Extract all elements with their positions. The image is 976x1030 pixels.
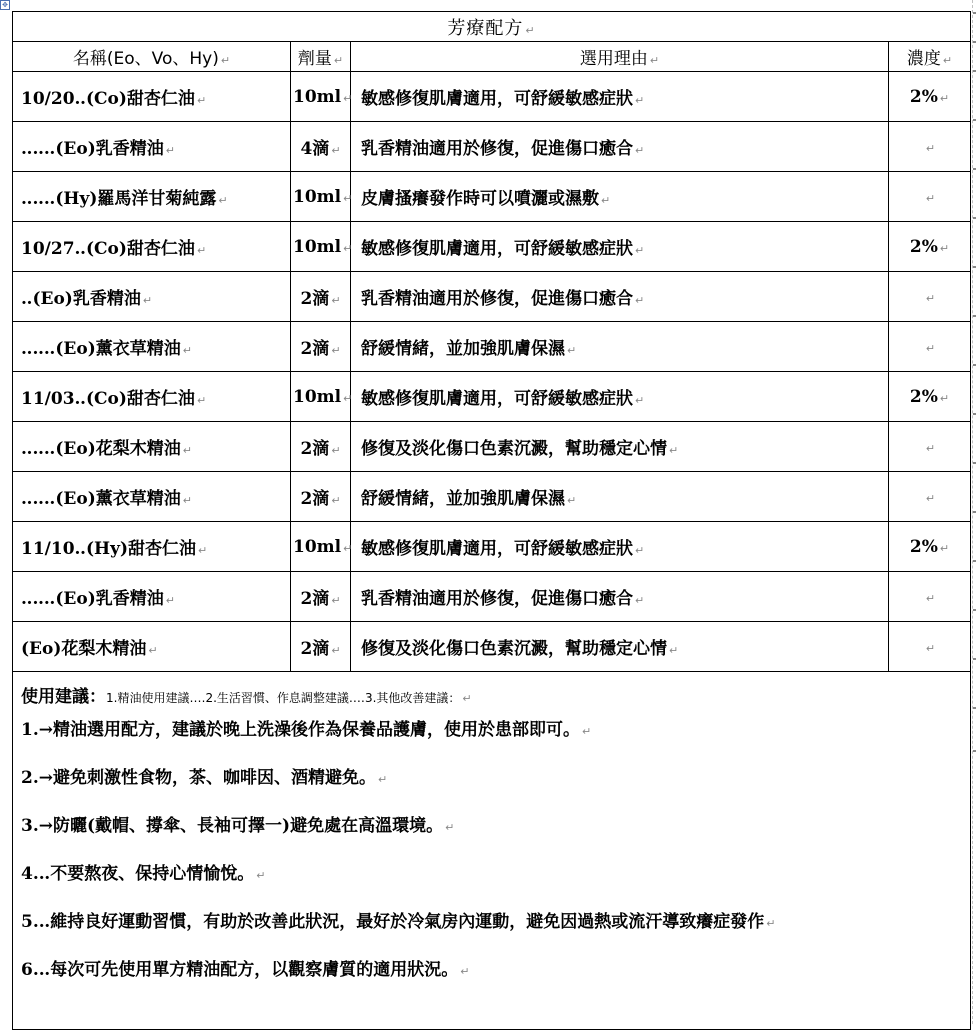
suggestion-item-text: 4.‥不要熬夜、保持心情愉悅。	[21, 864, 255, 884]
cell-end-mark: ↵	[331, 494, 341, 507]
cell-name-text: ‥‥‥(Eo)乳香精油	[21, 139, 164, 159]
cell-reason[interactable]	[351, 422, 889, 472]
usage-suggestions-cell	[13, 672, 971, 1030]
cell-name-text: ‥(Eo)乳香精油	[21, 289, 141, 309]
cell-reason[interactable]	[351, 172, 889, 222]
cell-name-text: ‥‥‥(Hy)羅馬洋甘菊純露	[21, 189, 217, 209]
cell-end-mark: ↵	[939, 241, 950, 255]
cell-concentration-text: 2%	[909, 536, 938, 557]
cell-name[interactable]	[13, 622, 291, 672]
cell-reason-text: 乳香精油適用於修復，促進傷口癒合	[361, 289, 633, 309]
cell-name-text: ‥‥‥(Eo)薰衣草精油	[21, 489, 181, 509]
cell-name-text: 11/10‥(Hy)甜杏仁油	[21, 539, 197, 559]
cell-dose-text: 2滴	[300, 339, 330, 359]
suggestion-item	[21, 716, 962, 764]
cell-end-mark: ↵	[635, 394, 645, 407]
cell-end-mark: ↵	[343, 91, 353, 105]
cell-end-mark: ↵	[939, 541, 950, 555]
cell-reason-text: 修復及淡化傷口色素沉澱，幫助穩定心情	[361, 439, 667, 459]
cell-dose[interactable]	[291, 372, 351, 422]
formula-row	[13, 122, 971, 172]
cell-end-mark: ↵	[148, 644, 158, 657]
cell-reason-text: 敏感修復肌膚適用，可舒緩敏感症狀	[361, 389, 633, 409]
formula-row	[13, 472, 971, 522]
formula-row	[13, 322, 971, 372]
cell-reason[interactable]	[351, 72, 889, 122]
header-concentration	[889, 42, 971, 72]
cell-name[interactable]	[13, 322, 291, 372]
cell-end-mark: ↵	[343, 391, 353, 405]
cell-end-mark: ↵	[669, 644, 679, 657]
cell-end-mark: ↵	[198, 544, 208, 557]
cell-end-mark: ↵	[331, 294, 341, 307]
cell-end-mark: ↵	[939, 391, 950, 405]
cell-end-mark: ↵	[165, 594, 175, 607]
cell-end-mark: ↵	[925, 591, 936, 605]
cell-end-mark: ↵	[331, 144, 341, 157]
table-move-handle-icon[interactable]: ✥	[0, 0, 10, 10]
cell-reason-text: 敏感修復肌膚適用，可舒緩敏感症狀	[361, 239, 633, 259]
cell-name[interactable]	[13, 422, 291, 472]
cell-end-mark: ↵	[218, 194, 228, 207]
cell-name[interactable]	[13, 122, 291, 172]
cell-reason[interactable]	[351, 522, 889, 572]
cell-reason[interactable]	[351, 572, 889, 622]
cell-reason[interactable]	[351, 122, 889, 172]
suggestions-heading-text: 使用建議：	[21, 687, 106, 707]
cell-reason[interactable]	[351, 272, 889, 322]
cell-reason-text: 舒緩情緒，並加強肌膚保濕	[361, 489, 565, 509]
cell-reason-text: 皮膚搔癢發作時可以噴灑或濕敷	[361, 189, 599, 209]
cell-dose[interactable]	[291, 322, 351, 372]
cell-end-mark: ↵	[635, 94, 645, 107]
header-dose	[291, 42, 351, 72]
suggestion-item-text: 2.→避免刺激性食物，茶、咖啡因、酒精避免。	[21, 768, 376, 788]
cell-end-mark: ↵	[331, 444, 341, 457]
cell-end-mark: ↵	[635, 144, 645, 157]
header-dose-text: 劑量	[297, 49, 332, 69]
cell-dose[interactable]	[291, 172, 351, 222]
cell-end-mark: ↵	[182, 444, 192, 457]
cell-dose-text: 2滴	[300, 489, 330, 509]
cell-reason-text: 乳香精油適用於修復，促進傷口癒合	[361, 139, 633, 159]
paragraph-mark: ↵	[582, 725, 592, 738]
cell-end-mark: ↵	[196, 94, 207, 107]
cell-dose[interactable]	[291, 122, 351, 172]
cell-dose-text: 2滴	[300, 589, 330, 609]
paragraph-mark: ↵	[766, 917, 776, 930]
cell-dose[interactable]	[291, 522, 351, 572]
formula-row	[13, 172, 971, 222]
cell-end-mark: ↵	[649, 54, 660, 67]
cell-concentration[interactable]	[889, 122, 971, 172]
cell-concentration[interactable]	[889, 172, 971, 222]
cell-name-text: (Eo)花梨木精油	[21, 639, 147, 659]
cell-end-mark: ↵	[925, 491, 936, 505]
cell-name[interactable]	[13, 372, 291, 422]
cell-end-mark: ↵	[331, 594, 341, 607]
suggestion-item	[21, 764, 962, 812]
cell-end-mark: ↵	[635, 594, 645, 607]
cell-reason-text: 舒緩情緒，並加強肌膚保濕	[361, 339, 565, 359]
cell-dose-text: 2滴	[300, 439, 330, 459]
cell-concentration[interactable]	[889, 522, 971, 572]
suggestion-item	[21, 956, 962, 1004]
cell-name[interactable]	[13, 522, 291, 572]
cell-end-mark: ↵	[925, 191, 936, 205]
cell-end-mark: ↵	[567, 494, 577, 507]
table-title	[13, 12, 971, 42]
cell-dose-text: 10ml	[293, 86, 342, 107]
cell-name[interactable]	[13, 472, 291, 522]
suggestion-item-text: 3.→防曬(戴帽、撐傘、長袖可擇一)避免處在高溫環境。	[21, 816, 444, 836]
cell-concentration[interactable]	[889, 422, 971, 472]
suggestions-heading	[21, 682, 962, 716]
cell-name[interactable]	[13, 72, 291, 122]
cell-end-mark: ↵	[142, 294, 153, 307]
cell-dose[interactable]	[291, 72, 351, 122]
cell-concentration-text: 2%	[909, 236, 938, 257]
cell-reason[interactable]	[351, 322, 889, 372]
table-title-text: 芳療配方	[447, 17, 524, 39]
cell-end-mark: ↵	[925, 441, 936, 455]
cell-name-text: 10/27‥(Co)甜杏仁油	[21, 239, 195, 259]
cell-end-mark: ↵	[669, 444, 679, 457]
cell-dose-text: 2滴	[300, 289, 330, 309]
cell-name[interactable]	[13, 222, 291, 272]
suggestions-subheading: 1.精油使用建議‥‥2.生活習慣、作息調整建議‥‥3.其他改善建議：	[106, 691, 461, 705]
header-name-text: 名稱(Eo、Vo、Hy)	[72, 49, 219, 69]
paragraph-mark: ↵	[445, 821, 455, 834]
suggestion-item-text: 5.‥維持良好運動習慣，有助於改善此狀況，最好於冷氣房內運動，避免因過熱或流汗導致癢症發作	[21, 912, 765, 932]
formula-row	[13, 422, 971, 472]
paragraph-mark: ↵	[460, 965, 470, 978]
cell-dose-text: 4滴	[300, 139, 330, 159]
header-reason-text: 選用理由	[579, 49, 648, 69]
formula-row	[13, 372, 971, 422]
cell-concentration[interactable]	[889, 222, 971, 272]
cell-end-mark: ↵	[925, 641, 936, 655]
formula-row	[13, 222, 971, 272]
suggestion-item	[21, 908, 962, 956]
paragraph-mark: ↵	[462, 692, 472, 705]
cell-reason[interactable]	[351, 372, 889, 422]
cell-dose[interactable]	[291, 472, 351, 522]
cell-concentration[interactable]	[889, 72, 971, 122]
cell-reason[interactable]	[351, 622, 889, 672]
cell-end-mark: ↵	[925, 141, 936, 155]
cell-concentration-text: 2%	[909, 386, 938, 407]
cell-reason-text: 敏感修復肌膚適用，可舒緩敏感症狀	[361, 89, 633, 109]
cell-dose[interactable]	[291, 572, 351, 622]
paragraph-mark: ↵	[378, 773, 388, 786]
cell-dose[interactable]	[291, 422, 351, 472]
formula-row	[13, 572, 971, 622]
aromatherapy-formula-table	[12, 11, 971, 1030]
cell-dose[interactable]	[291, 622, 351, 672]
suggestions-list	[21, 716, 962, 1004]
suggestion-item	[21, 860, 962, 908]
cell-name-text: 10/20‥(Co)甜杏仁油	[21, 89, 195, 109]
cell-end-mark: ↵	[196, 394, 207, 407]
cell-end-mark: ↵	[939, 91, 950, 105]
cell-end-mark: ↵	[343, 191, 353, 205]
cell-end-mark: ↵	[567, 344, 577, 357]
cell-concentration[interactable]	[889, 372, 971, 422]
cell-end-mark: ↵	[331, 644, 341, 657]
suggestion-item-text: 6.‥每次可先使用單方精油配方，以觀察膚質的適用狀況。	[21, 960, 459, 980]
row-end-markers	[972, 0, 976, 1024]
cell-reason-text: 敏感修復肌膚適用，可舒緩敏感症狀	[361, 539, 633, 559]
cell-end-mark: ↵	[331, 344, 341, 357]
cell-end-mark: ↵	[196, 244, 207, 257]
cell-name-text: ‥‥‥(Eo)花梨木精油	[21, 439, 181, 459]
cell-name-text: ‥‥‥(Eo)乳香精油	[21, 589, 164, 609]
cell-end-mark: ↵	[635, 544, 645, 557]
cell-concentration[interactable]	[889, 622, 971, 672]
cell-name[interactable]	[13, 572, 291, 622]
cell-end-mark: ↵	[942, 54, 953, 67]
cell-dose-text: 10ml	[293, 186, 342, 207]
formula-row	[13, 622, 971, 672]
cell-reason-text: 乳香精油適用於修復，促進傷口癒合	[361, 589, 633, 609]
cell-end-mark: ↵	[925, 291, 936, 305]
cell-end-mark: ↵	[635, 294, 645, 307]
cell-name[interactable]	[13, 172, 291, 222]
header-row	[13, 42, 971, 72]
suggestion-item	[21, 812, 962, 860]
cell-reason[interactable]	[351, 222, 889, 272]
formula-row	[13, 522, 971, 572]
cell-end-mark: ↵	[635, 244, 645, 257]
cell-end-mark: ↵	[182, 494, 192, 507]
cell-name-text: 11/03‥(Co)甜杏仁油	[21, 389, 195, 409]
cell-end-mark: ↵	[925, 341, 936, 355]
header-concentration-text: 濃度	[906, 49, 941, 69]
cell-dose-text: 2滴	[300, 639, 330, 659]
cell-dose-text: 10ml	[293, 386, 342, 407]
cell-reason-text: 修復及淡化傷口色素沉澱，幫助穩定心情	[361, 639, 667, 659]
cell-concentration[interactable]	[889, 322, 971, 372]
cell-end-mark: ↵	[182, 344, 192, 357]
cell-concentration[interactable]	[889, 472, 971, 522]
cell-end-mark: ↵	[525, 23, 536, 37]
cell-concentration-text: 2%	[909, 86, 938, 107]
cell-concentration[interactable]	[889, 272, 971, 322]
cell-name[interactable]	[13, 272, 291, 322]
paragraph-mark: ↵	[256, 869, 266, 882]
cell-end-mark: ↵	[343, 241, 353, 255]
cell-dose-text: 10ml	[293, 536, 342, 557]
cell-dose[interactable]	[291, 222, 351, 272]
cell-end-mark: ↵	[333, 54, 344, 67]
suggestion-item-text: 1.→精油選用配方，建議於晚上洗澡後作為保養品護膚，使用於患部即可。	[21, 720, 580, 740]
cell-name-text: ‥‥‥(Eo)薰衣草精油	[21, 339, 181, 359]
header-name	[13, 42, 291, 72]
cell-reason[interactable]	[351, 472, 889, 522]
cell-end-mark: ↵	[343, 541, 353, 555]
cell-concentration[interactable]	[889, 572, 971, 622]
formula-row	[13, 272, 971, 322]
formula-row	[13, 72, 971, 122]
cell-end-mark: ↵	[601, 194, 611, 207]
cell-end-mark: ↵	[220, 54, 231, 67]
cell-end-mark: ↵	[165, 144, 175, 157]
cell-dose-text: 10ml	[293, 236, 342, 257]
cell-dose[interactable]	[291, 272, 351, 322]
header-reason	[351, 42, 889, 72]
